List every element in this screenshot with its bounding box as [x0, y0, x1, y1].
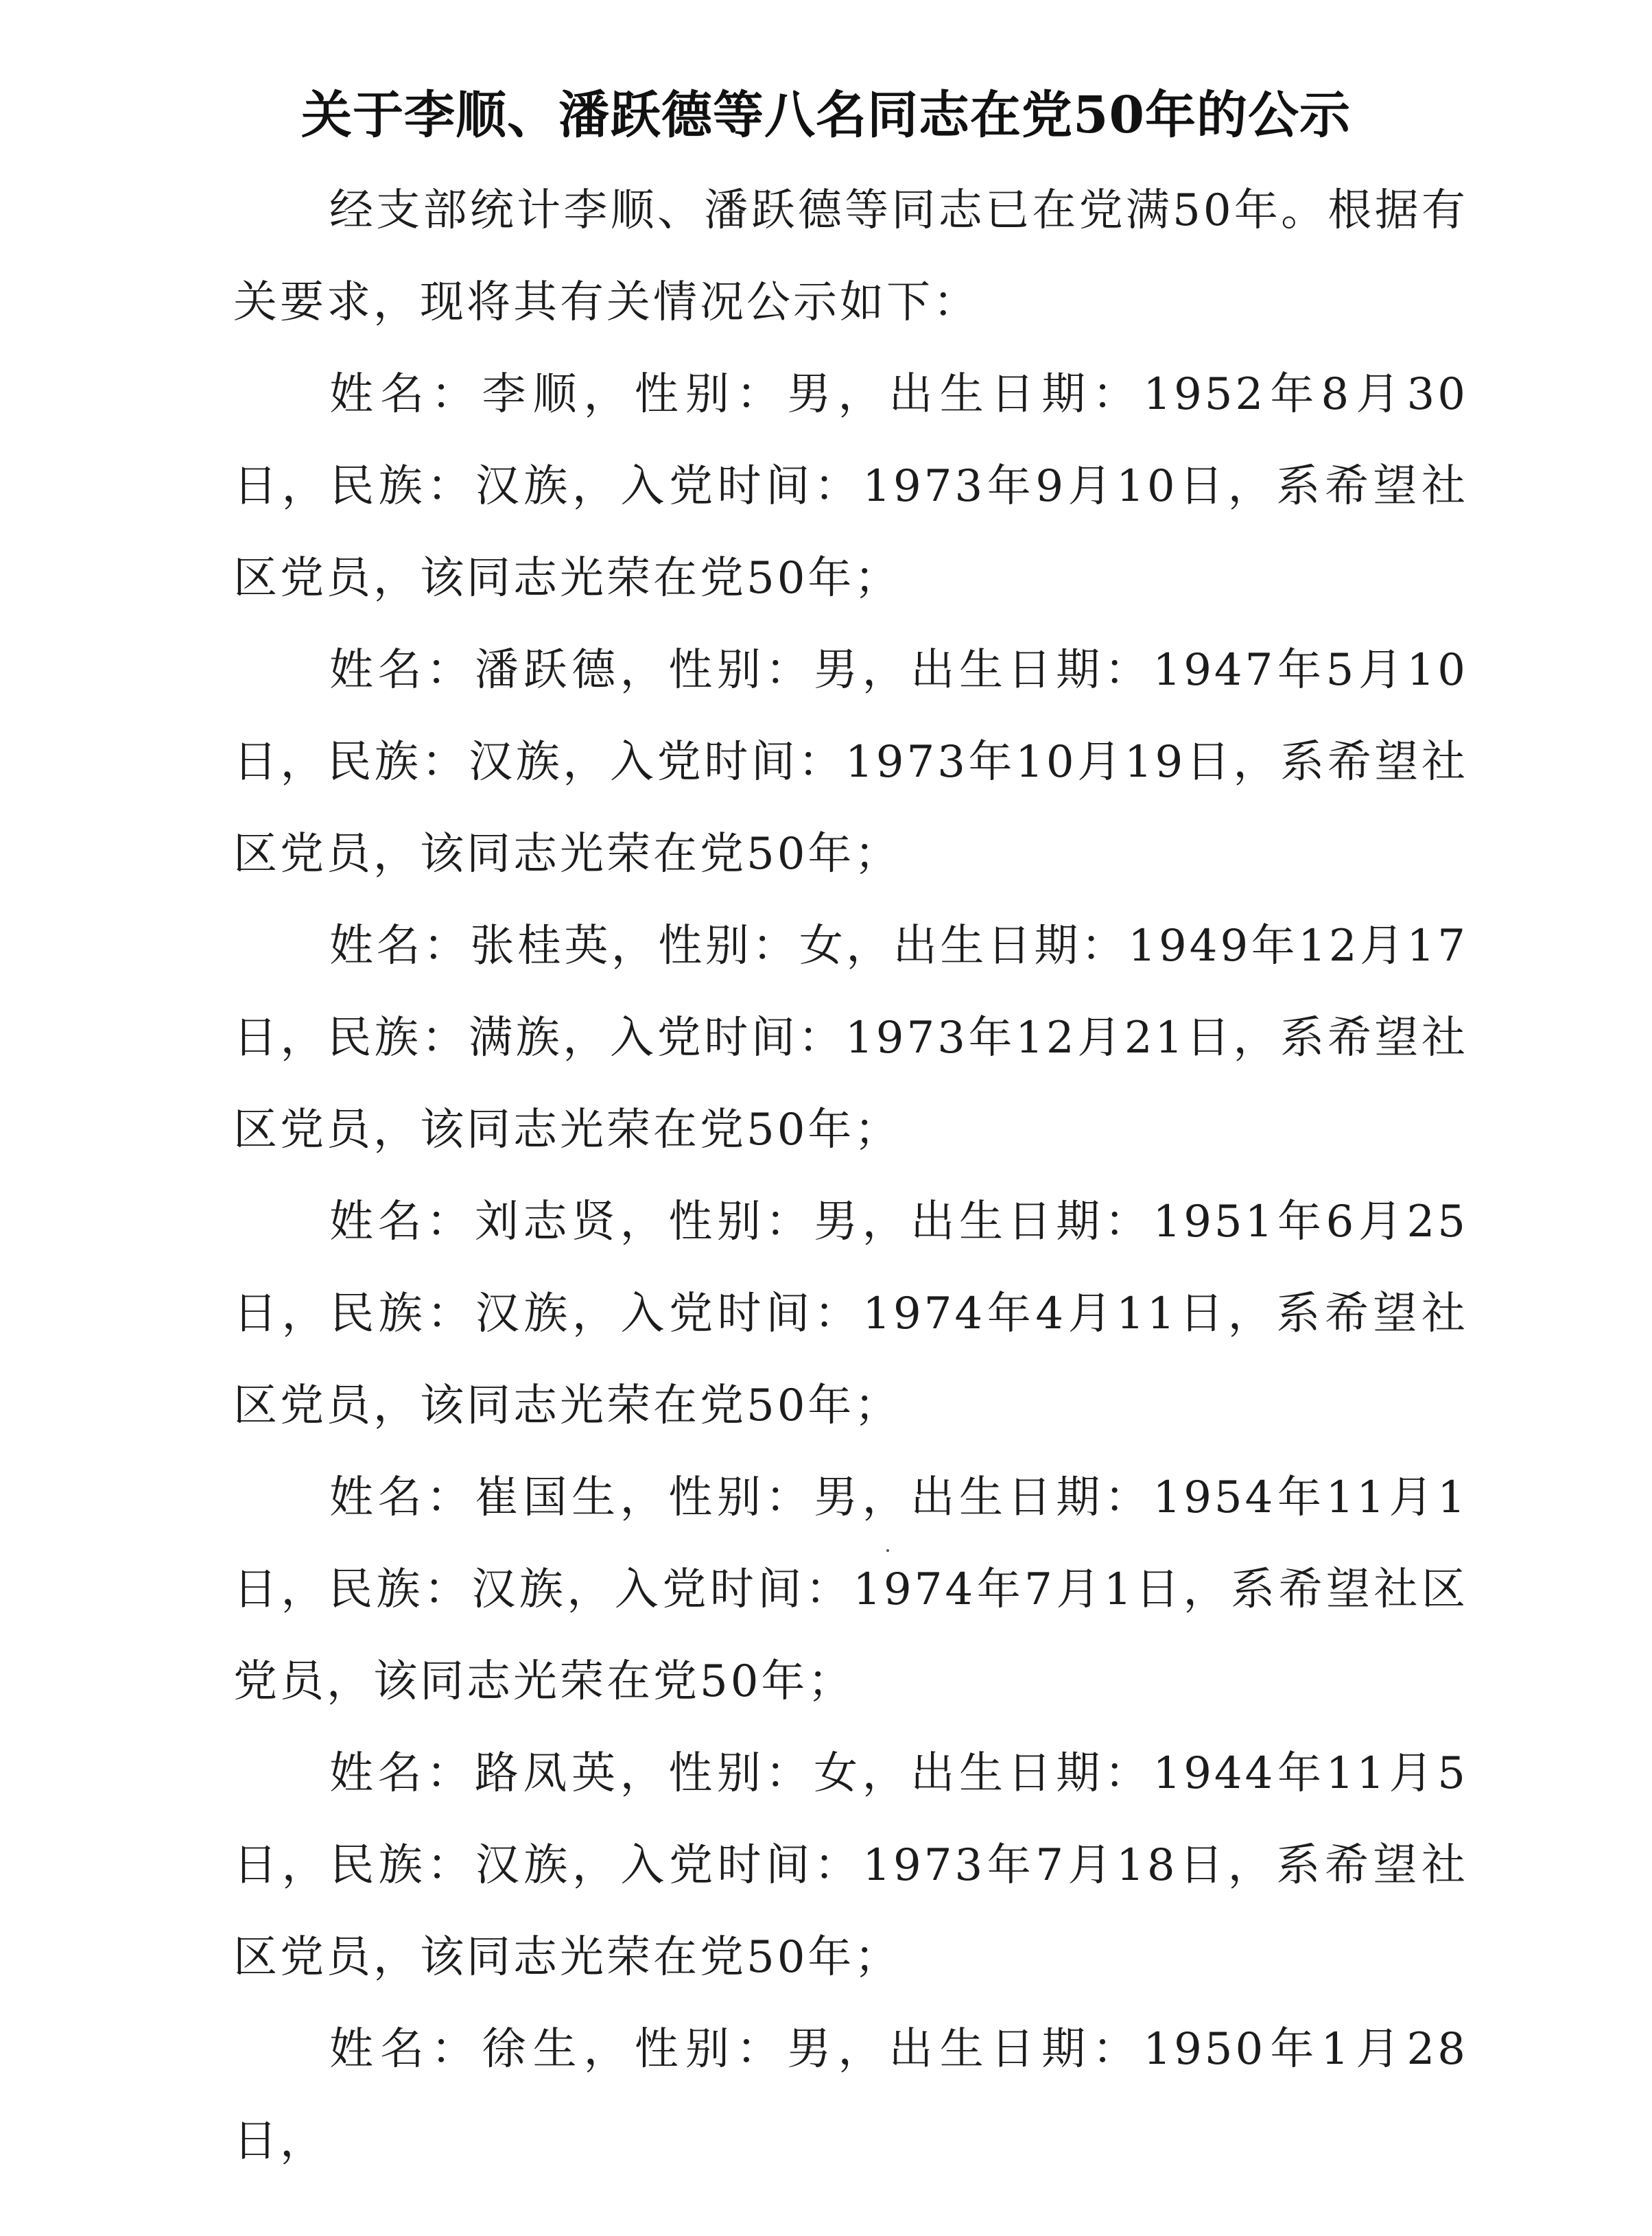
member-entry-liu-zhixian: 姓名：刘志贤，性别：男，出生日期：1951年6月25日，民族：汉族，入党时间：1974年4月11日，系希望社区党员，该同志光荣在党50年； — [233, 1197, 1468, 1431]
member-entry-zhang-guiying: 姓名：张桂英，性别：女，出生日期：1949年12月17日，民族：满族，入党时间：1973年12月21日，系希望社区党员，该同志光荣在党50年； — [233, 921, 1468, 1155]
member-entry-lu-fengying: 姓名：路凤英，性别：女，出生日期：1944年11月5日，民族：汉族，入党时间：1973年7月18日，系希望社区党员，该同志光荣在党50年； — [233, 1748, 1468, 1983]
intro-paragraph: 经支部统计李顺、潘跃德等同志已在党满50年。根据有关要求，现将其有关情况公示如下： — [233, 185, 1468, 328]
scan-speck — [886, 1549, 889, 1552]
member-entry-xu-sheng: 姓名：徐生，性别：男，出生日期：1950年1月28日， — [233, 2024, 1468, 2167]
member-entry-cui-guosheng: 姓名：崔国生，性别：男，出生日期：1954年11月1日，民族：汉族，入党时间：1974年7月1日，系希望社区党员，该同志光荣在党50年； — [233, 1472, 1468, 1707]
member-entry-pan-yuede: 姓名：潘跃德，性别：男，出生日期：1947年5月10日，民族：汉族，入党时间：1973年10月19日，系希望社区党员，该同志光荣在党50年； — [233, 645, 1468, 880]
member-entry-li-shun: 姓名：李顺，性别：男，出生日期：1952年8月30日，民族：汉族，入党时间：1973年9月10日，系希望社区党员，该同志光荣在党50年； — [233, 369, 1468, 604]
document-title: 关于李顺、潘跃德等八名同志在党50年的公示 — [301, 86, 1351, 145]
document-body — [233, 165, 1468, 2187]
